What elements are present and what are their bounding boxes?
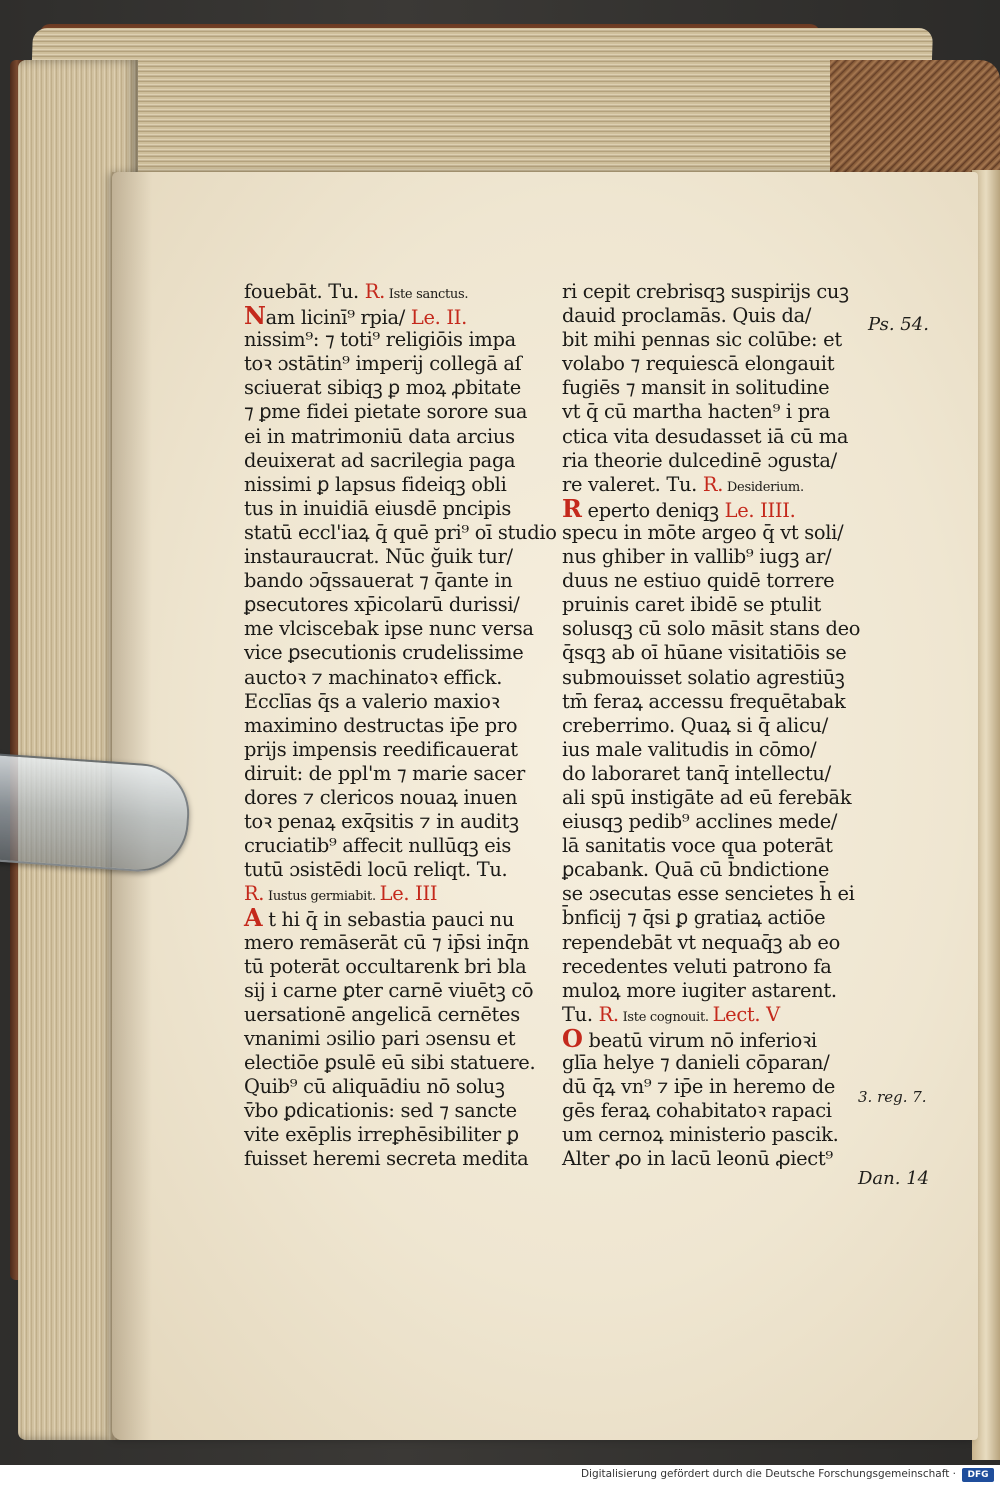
text-segment: electiōe ꝑsulē eū sibi statuere.	[244, 1051, 536, 1074]
text-line	[244, 569, 554, 593]
text-line	[562, 400, 862, 424]
text-line	[244, 376, 554, 400]
text-segment: Quib⁹ cū aliquādiu nō soluꝫ	[244, 1075, 505, 1099]
text-line	[562, 449, 862, 473]
text-segment: gēs feraꝝ cohabitatoꝛ rapaci	[562, 1099, 832, 1123]
text-line	[562, 617, 862, 641]
text-line	[562, 593, 862, 617]
text-segment: q̄sqꝫ ab oī hūane visitatiōis se	[562, 641, 847, 665]
text-segment: ⁊ ꝑme fidei pietate sorore sua	[244, 400, 528, 424]
text-line	[562, 931, 862, 955]
text-segment: lā sanitatis voce qua poterāt	[562, 834, 833, 858]
text-line	[562, 1023, 862, 1053]
text-segment: solusqꝫ cū solo māsit stans deo	[562, 617, 861, 641]
text-segment: dū q̄ꝝ vn⁹ ⁊ ip̄e in heremo de	[562, 1075, 836, 1099]
text-segment: eiusqꝫ pedib⁹ acclines mede/	[562, 810, 838, 834]
text-line	[562, 1003, 862, 1027]
text-line	[562, 834, 862, 858]
rubric-text: R.	[702, 472, 724, 496]
text-line	[562, 352, 862, 376]
text-segment: sij i carne ꝑter carnē viuētꝫ cō	[244, 978, 534, 1002]
text-segment: nissim⁹: ⁊ toti⁹ religiōis impa	[244, 328, 516, 352]
text-line	[562, 1051, 862, 1075]
text-line	[244, 1075, 554, 1099]
text-segment: toꝛ penaꝝ exq̄sitis ⁊ in auditꝫ	[244, 810, 519, 834]
text-line	[562, 690, 862, 714]
text-segment: ria theorie dulcedinē ɔgusta/	[562, 448, 837, 472]
text-segment: vice ꝑsecutionis crudelissime	[244, 641, 524, 665]
text-segment: sciuerat sibiqꝫ ꝑ moꝝ ꝓbitate	[244, 376, 521, 400]
text-line	[244, 641, 554, 665]
text-line	[244, 352, 554, 376]
text-line	[244, 1027, 554, 1051]
text-line	[244, 301, 554, 331]
text-segment: dores ⁊ clericos nouaꝝ inuen	[244, 785, 518, 809]
text-line	[562, 1099, 862, 1123]
footer-credit: Digitalisierung gefördert durch die Deutsche Forschungsgemeinschaft ·	[580, 1468, 956, 1480]
text-segment: um cernoꝝ ministerio pascik.	[562, 1123, 839, 1147]
text-line	[562, 1123, 862, 1147]
text-line	[244, 786, 554, 810]
text-segment: prijs impensis reedificauerat	[244, 737, 518, 761]
text-segment: bando ɔq̄ssauerat ⁊ q̄ante in	[244, 569, 513, 593]
text-line	[562, 569, 862, 593]
text-line	[244, 931, 554, 955]
text-line	[244, 810, 554, 834]
margin-note-dan: Dan. 14	[858, 1168, 930, 1189]
text-segment: vite exēplis irreꝑhēsibiliter ꝑ	[244, 1123, 519, 1147]
text-line	[562, 304, 862, 328]
text-segment: glīa helye ⁊ danieli cōparan/	[562, 1051, 830, 1074]
text-segment: fuisset heremi secreta medita	[244, 1147, 529, 1171]
text-line	[244, 280, 554, 304]
text-segment: ꝑsecutores xp̄icolarū durissi/	[244, 593, 520, 617]
text-segment: eperto deniqꝫ	[581, 498, 725, 522]
text-line	[562, 328, 862, 352]
text-segment: ei in matrimoniū data arcius	[244, 424, 515, 448]
text-segment: v̄bo ꝑdicationis: sed ⁊ sancte	[244, 1099, 517, 1123]
text-line	[244, 617, 554, 641]
text-line	[244, 714, 554, 738]
text-line	[562, 425, 862, 449]
text-segment: specu in mōte argeo q̄ vt soli/	[562, 520, 844, 544]
text-line	[244, 400, 554, 424]
text-segment: dauid proclamās. Quis da/	[562, 304, 812, 328]
text-line	[562, 714, 862, 738]
rubricated-initial: R	[562, 493, 582, 523]
text-line	[244, 1003, 554, 1027]
text-line	[562, 810, 862, 834]
text-segment: submouisset solatio agrestiūꝫ	[562, 665, 845, 689]
page-holder-clip	[0, 753, 193, 875]
text-segment: fugiēs ⁊ mansit in solitudine	[562, 376, 830, 400]
text-line	[562, 979, 862, 1003]
text-line	[562, 545, 862, 569]
text-column-right	[562, 280, 862, 1171]
text-segment: se ɔsecutas esse sencietes h̄ ei	[562, 882, 855, 906]
text-line	[244, 1051, 554, 1075]
text-line	[244, 738, 554, 762]
responsory-incipit: Iste sanctus.	[384, 287, 469, 302]
text-line	[244, 762, 554, 786]
rubric-text: Le. IIII.	[724, 498, 796, 522]
text-segment: beatū virum nō inferioꝛi	[582, 1028, 817, 1052]
rubric-text: R.	[244, 882, 265, 906]
text-segment: bit mihi pennas sic colūbe: et	[562, 328, 842, 352]
text-segment: b̄nficij ⁊ q̄si ꝑ gratiaꝝ actiōe	[562, 906, 826, 930]
text-segment: vnanimi ɔsilio pari ɔsensu et	[244, 1026, 516, 1050]
text-segment: recedentes veluti patrono fa	[562, 954, 832, 978]
text-line	[244, 858, 554, 882]
text-segment: maximino destructas ip̄e pro	[244, 713, 518, 737]
text-segment: statū eccl'iaꝝ q̄ quē pri⁹ oī studio	[244, 520, 557, 544]
rubric-text: Le. II.	[410, 306, 467, 330]
text-segment: ali spū instigāte ad eū ferebāk	[562, 785, 852, 809]
text-segment: Alter ꝓo in lacū leonū ꝓiect⁹	[562, 1147, 833, 1171]
responsory-incipit: Iustus germiabit.	[264, 889, 380, 905]
rubric-text: Le. III	[379, 882, 438, 906]
footer-bar	[0, 1465, 1000, 1485]
text-segment: tutū ɔsistēdi locū reliqt. Tu.	[244, 858, 508, 882]
rubric-text: R.	[364, 280, 385, 303]
text-segment: am licinī⁹ rpia/	[265, 306, 411, 330]
text-line	[562, 882, 862, 906]
rubricated-initial: N	[244, 301, 266, 331]
text-line	[244, 666, 554, 690]
rubricated-initial: A	[244, 903, 263, 933]
text-segment: toꝛ ɔstātin⁹ imperij collegā aſ	[244, 352, 522, 376]
text-segment: deuixerat ad sacrilegia paga	[244, 448, 516, 472]
margin-note-reg: 3. reg. 7.	[858, 1088, 927, 1106]
text-segment: duus ne estiuo quidē torrere	[562, 569, 835, 593]
text-segment: tm̄ feraꝝ accessu frequētabak	[562, 689, 846, 713]
text-segment: tus in inuidiā eiusdē pncipis	[244, 496, 511, 520]
text-line	[562, 1147, 862, 1171]
responsory-incipit: Desiderium.	[723, 479, 804, 495]
text-segment: muloꝝ more iugiter astarent.	[562, 978, 837, 1002]
text-segment: diruit: de ppl'm ⁊ marie sacer	[244, 761, 525, 785]
text-segment: re valeret. Tu.	[562, 472, 703, 496]
text-segment: me vlciscebak ipse nunc versa	[244, 617, 534, 641]
text-segment: uersationē angelicā cernētes	[244, 1002, 520, 1026]
text-line	[562, 858, 862, 882]
text-line	[562, 906, 862, 930]
text-segment: ius male valitudis in cōmo/	[562, 737, 817, 761]
text-segment: nissimi ꝑ lapsus fideiqꝫ obli	[244, 472, 507, 496]
text-segment: nus ghiber in vallib⁹ iugꝫ ar/	[562, 545, 832, 569]
rubric-text: R.	[598, 1002, 619, 1026]
text-line	[244, 834, 554, 858]
text-line	[562, 280, 862, 304]
text-segment: mero remāserāt cū ⁊ ip̄si inq̄n	[244, 930, 530, 954]
text-segment: volabo ⁊ requiescā elongauit	[562, 352, 835, 376]
text-line	[562, 641, 862, 665]
text-line	[562, 955, 862, 979]
rubricated-initial: O	[562, 1023, 583, 1053]
text-line	[244, 497, 554, 521]
text-segment: tū poterāt occultarenk bri bla	[244, 954, 527, 978]
book-right-cover	[830, 60, 1000, 180]
text-line	[244, 593, 554, 617]
text-segment: t hi q̄ in sebastia pauci nu	[262, 908, 515, 932]
text-line	[244, 473, 554, 497]
text-line	[244, 328, 554, 352]
text-line	[562, 1075, 862, 1099]
text-line	[244, 425, 554, 449]
text-segment: pruinis caret ibidē se ptulit	[562, 593, 821, 617]
text-line	[244, 1147, 554, 1171]
text-segment: cruciatib⁹ affecit nullūqꝫ eis	[244, 834, 511, 858]
text-line	[562, 738, 862, 762]
text-column-left	[244, 280, 557, 1171]
text-segment: auctoꝛ ⁊ machinatoꝛ effick.	[244, 665, 503, 689]
text-segment: ri cepit crebrisqꝫ suspirijs cuꝫ	[562, 280, 849, 303]
text-line	[562, 762, 862, 786]
text-line	[244, 882, 554, 906]
margin-note-psalm: Ps. 54.	[868, 314, 929, 335]
text-line	[244, 903, 554, 933]
dfg-logo: DFG	[962, 1468, 994, 1482]
text-segment: Tu.	[562, 1002, 599, 1026]
text-segment: vt q̄ cū martha hacten⁹ i pra	[562, 400, 831, 424]
text-line	[244, 955, 554, 979]
responsory-incipit: Iste cognouit.	[618, 1009, 713, 1025]
text-line	[562, 493, 862, 523]
text-segment: do laboraret tanq̄ intellectu/	[562, 761, 831, 785]
text-line	[244, 979, 554, 1003]
text-line	[244, 449, 554, 473]
text-line	[562, 521, 862, 545]
text-line	[244, 1123, 554, 1147]
text-line	[562, 473, 862, 497]
rubric-text: Lect. V	[712, 1002, 780, 1026]
text-segment: creberrimo. Quaꝝ si q̄ alicu/	[562, 713, 828, 737]
text-line	[562, 786, 862, 810]
text-line	[244, 690, 554, 714]
text-line	[562, 376, 862, 400]
text-line	[562, 666, 862, 690]
text-line	[244, 545, 554, 569]
text-line	[244, 1099, 554, 1123]
text-line	[244, 520, 557, 545]
text-segment: Ecclīas q̄s a valerio maxioꝛ	[244, 689, 500, 713]
text-segment: instauraucrat. Nūc ğuik tur/	[244, 545, 513, 569]
text-segment: fouebāt. Tu.	[244, 280, 365, 303]
text-segment: rependebāt vt nequaq̄ꝫ ab eo	[562, 930, 840, 954]
text-segment: ctica vita desudasset iā cū ma	[562, 424, 849, 448]
text-segment: ꝑcabank. Quā cū b̄ndictione	[562, 858, 830, 882]
